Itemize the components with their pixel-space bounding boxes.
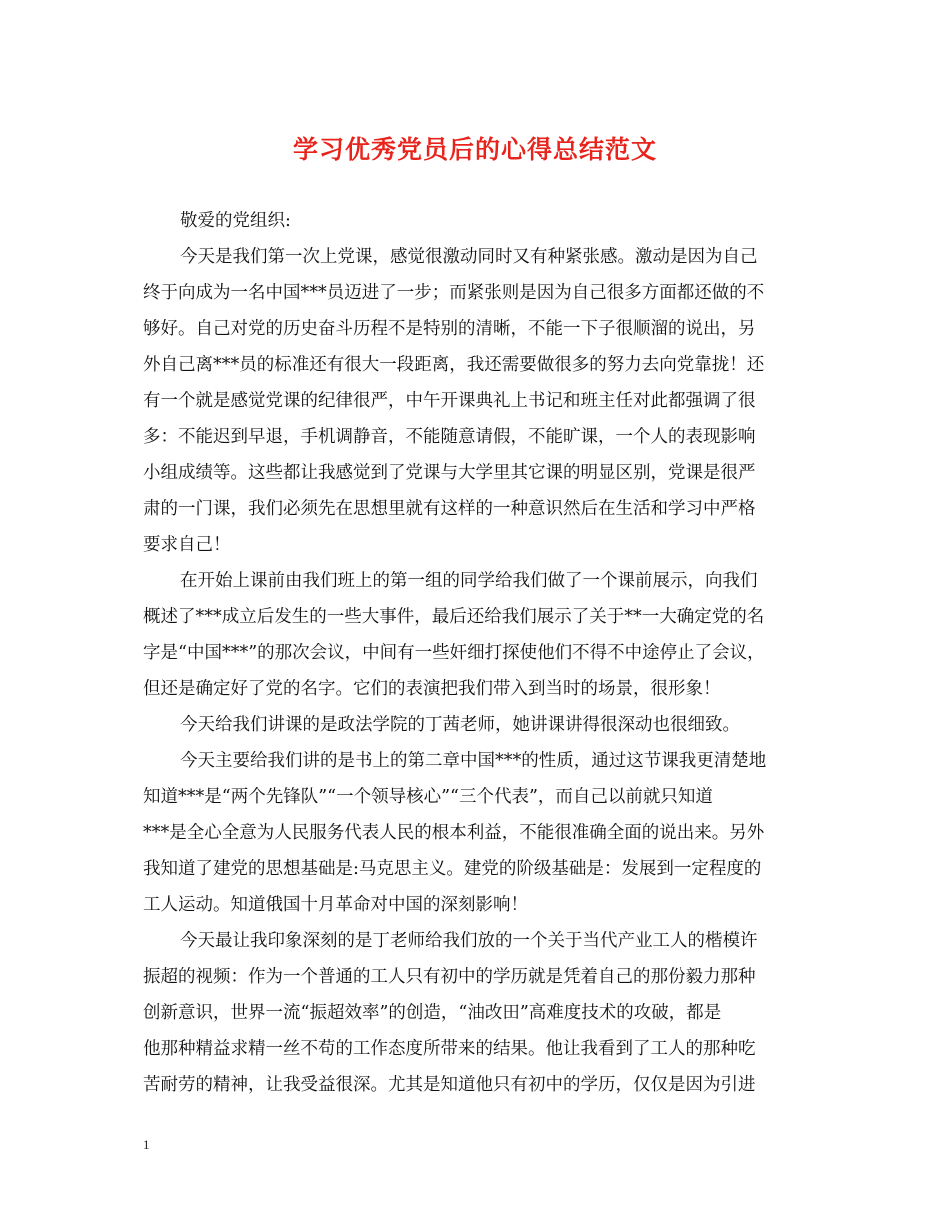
text-line: 他那种精益求精一丝不苟的工作态度所带来的结果。他让我看到了工人的那种吃 [143, 1039, 756, 1059]
page-number: 1 [143, 1137, 150, 1152]
document-title: 学习优秀党员后的心得总结范文 [292, 135, 657, 164]
text-line: 今天是我们第一次上党课，感觉很激动同时又有种紧张感。激动是因为自己 [180, 247, 758, 267]
text-line: ***是全心全意为人民服务代表人民的根本利益，不能很准确全面的说出来。另外 [143, 823, 765, 843]
text-line: 振超的视频：作为一个普通的工人只有初中的学历就是凭着自己的那份毅力那种 [143, 967, 756, 987]
text-line: 有一个就是感觉党课的纪律很严，中午开课典礼上书记和班主任对此都强调了很 [143, 391, 756, 411]
text-line: 工人运动。知道俄国十月革命对中国的深刻影响！ [143, 895, 528, 915]
text-line: 创新意识，世界一流“振超效率”的创造，“油改田”高难度技术的攻破，都是 [143, 1003, 722, 1023]
text-line: 要求自己！ [143, 535, 231, 555]
text-line: 今天给我们讲课的是政法学院的丁茜老师，她讲课讲得很深动也很细致。 [180, 715, 740, 735]
text-line: 知道***是“两个先锋队”“一个领导核心”“三个代表”，而自己以前就只知道 [143, 787, 713, 807]
text-line: 多：不能迟到早退，手机调静音，不能随意请假，不能旷课，一个人的表现影响 [143, 427, 756, 447]
text-line: 概述了***成立后发生的一些大事件，最后还给我们展示了关于**一大确定党的名 [143, 607, 765, 627]
text-line: 今天主要给我们讲的是书上的第二章中国***的性质，通过这节课我更清楚地 [180, 751, 767, 771]
text-line: 小组成绩等。这些都让我感觉到了党课与大学里其它课的明显区别，党课是很严 [143, 463, 756, 483]
text-line: 够好。自己对党的历史奋斗历程不是特别的清晰，不能一下子很顺溜的说出，另 [143, 319, 756, 339]
text-line: 字是“中国***”的那次会议，中间有一些奸细打探使他们不得不中途停止了会议， [143, 643, 765, 663]
text-line: 肃的一门课，我们必须先在思想里就有这样的一种意识然后在生活和学习中严格 [143, 499, 756, 519]
text-line: 我知道了建党的思想基础是:马克思主义。建党的阶级基础是：发展到一定程度的 [143, 859, 762, 879]
text-line: 但还是确定好了党的名字。它们的表演把我们带入到当时的场景，很形象！ [143, 679, 721, 699]
text-line: 在开始上课前由我们班上的第一组的同学给我们做了一个课前展示，向我们 [180, 571, 758, 591]
text-line: 外自己离***员的标准还有很大一段距离，我还需要做很多的努力去向党靠拢！还 [143, 355, 765, 375]
salutation-line: 敬爱的党组织: [180, 211, 291, 231]
text-line: 今天最让我印象深刻的是丁老师给我们放的一个关于当代产业工人的楷模许 [180, 931, 758, 951]
text-line: 苦耐劳的精神，让我受益很深。尤其是知道他只有初中的学历，仅仅是因为引进 [143, 1075, 756, 1095]
text-line: 终于向成为一名中国***员迈进了一步；而紧张则是因为自己很多方面都还做的不 [143, 283, 765, 303]
